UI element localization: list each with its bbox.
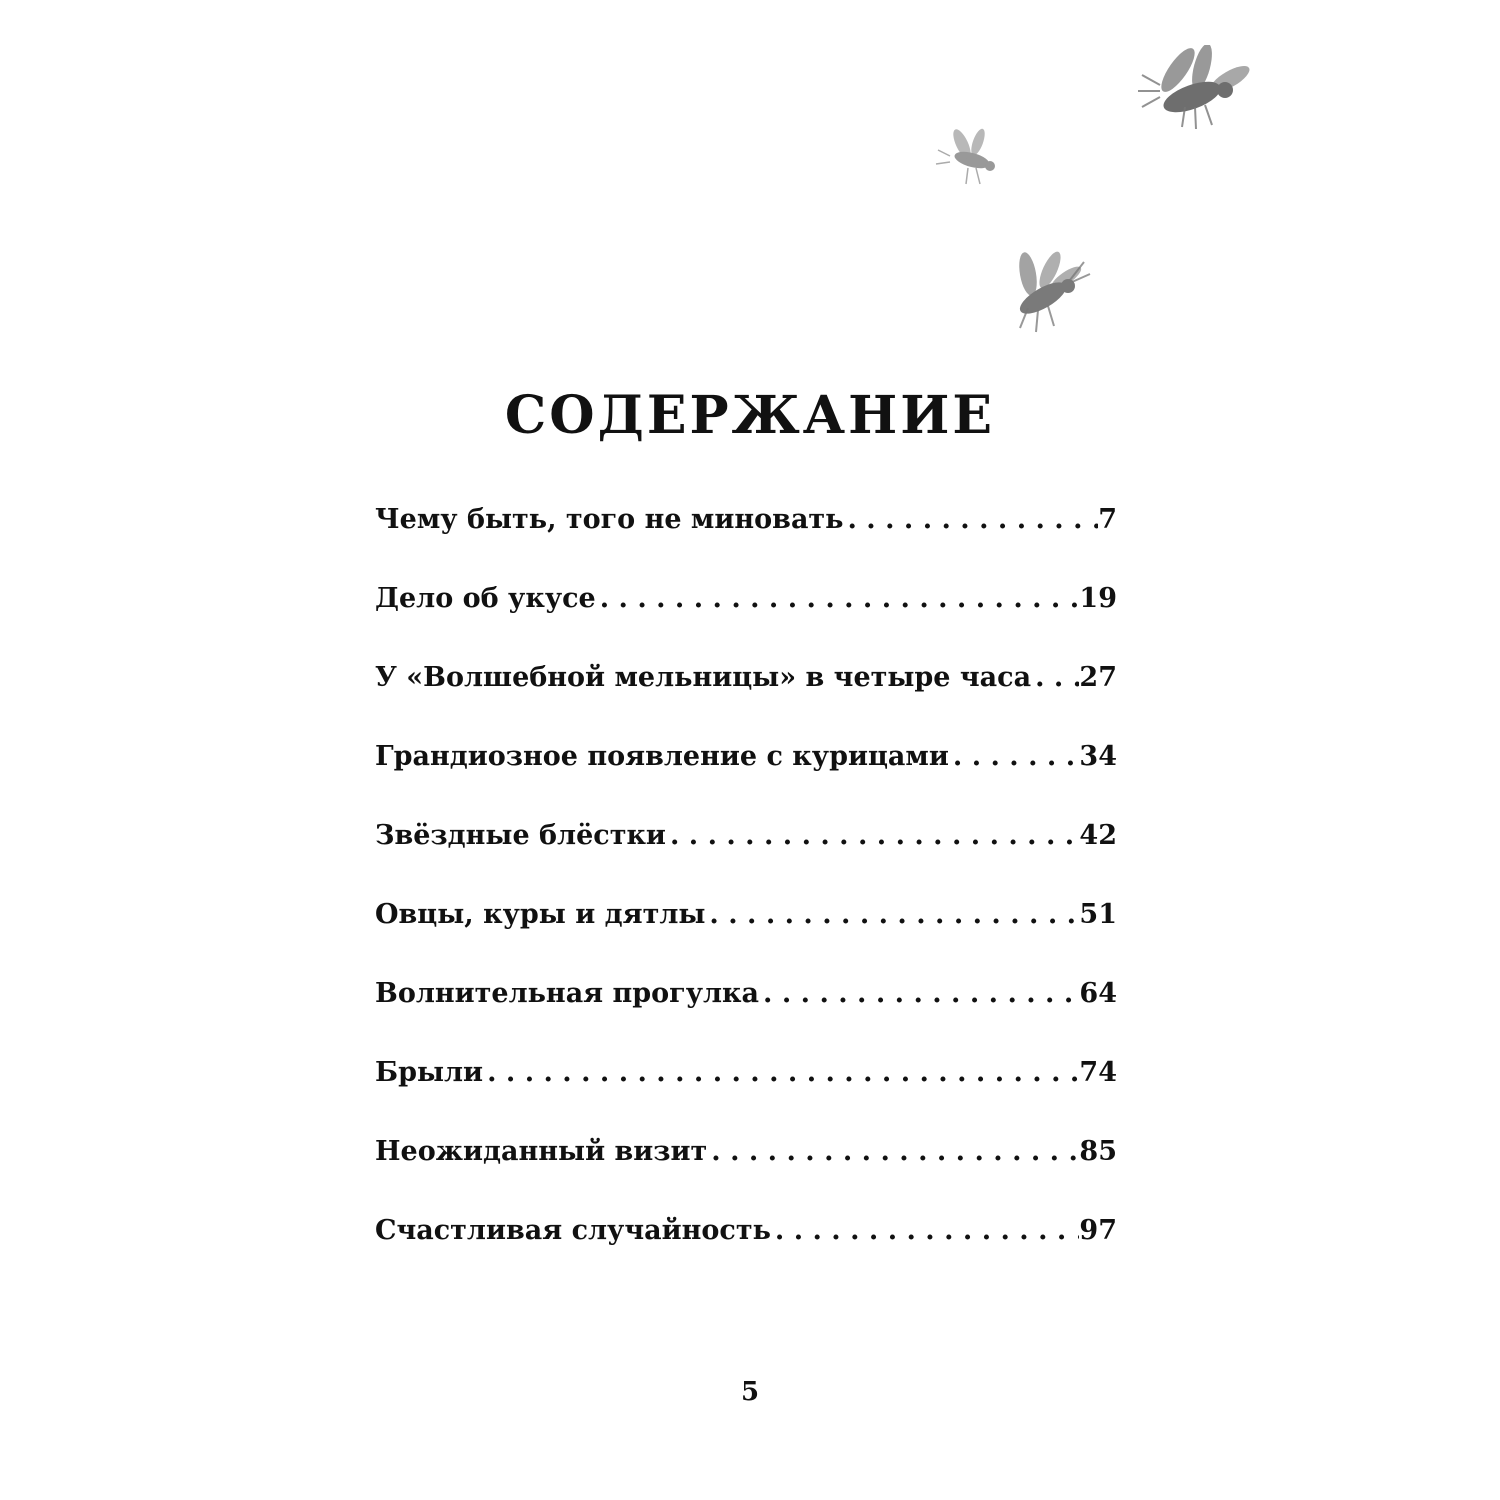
firefly-icon [998, 248, 1093, 338]
toc-entry-title: Овцы, куры и дятлы [375, 899, 706, 930]
toc-entry-page: 64 [1079, 978, 1117, 1009]
toc-entry[interactable] [375, 1122, 1117, 1201]
toc-entry[interactable] [375, 806, 1117, 885]
toc-entry[interactable] [375, 648, 1117, 727]
dot-leader [483, 1043, 1079, 1103]
page-title: СОДЕРЖАНИЕ [504, 384, 996, 446]
table-of-contents [375, 490, 1117, 1280]
toc-entry-page: 97 [1079, 1215, 1117, 1246]
dot-leader [949, 727, 1080, 787]
toc-entry[interactable] [375, 727, 1117, 806]
toc-entry[interactable] [375, 569, 1117, 648]
toc-entry-title: Грандиозное появление с курицами [375, 741, 949, 772]
toc-entry-title: Брыли [375, 1057, 484, 1088]
toc-entry[interactable] [375, 490, 1117, 569]
dot-leader [771, 1201, 1080, 1261]
firefly-icon [932, 128, 1012, 190]
toc-entry-title: Счастливая случайность [375, 1215, 771, 1246]
toc-entry-page: 51 [1079, 899, 1117, 930]
toc-entry-page: 85 [1079, 1136, 1117, 1167]
toc-entry-title: Неожиданный визит [375, 1136, 708, 1167]
toc-entry[interactable] [375, 885, 1117, 964]
toc-entry[interactable] [375, 964, 1117, 1043]
toc-entry-page: 42 [1079, 820, 1117, 851]
toc-entry-page: 19 [1079, 583, 1117, 614]
toc-entry-page: 34 [1079, 741, 1117, 772]
firefly-icon [1130, 45, 1260, 140]
dot-leader [707, 1122, 1079, 1182]
dot-leader [596, 569, 1080, 629]
dot-leader [705, 885, 1079, 945]
toc-entry-title: Звёздные блёстки [375, 820, 666, 851]
toc-entry-title: Волнительная прогулка [375, 978, 760, 1009]
toc-entry-page: 74 [1079, 1057, 1117, 1088]
toc-entry[interactable] [375, 1043, 1117, 1122]
dot-leader [759, 964, 1079, 1024]
toc-entry-title: Дело об укусе [375, 583, 596, 614]
toc-entry-page: 27 [1079, 662, 1117, 693]
dot-leader [666, 806, 1079, 866]
toc-entry-title: Чему быть, того не миновать [375, 504, 844, 535]
toc-entry-page: 7 [1098, 504, 1117, 535]
toc-entry[interactable] [375, 1201, 1117, 1280]
dot-leader [1031, 648, 1079, 708]
toc-entry-title: У «Волшебной мельницы» в четыре часа [375, 662, 1032, 693]
dot-leader [844, 490, 1099, 550]
page-number: 5 [740, 1377, 760, 1407]
